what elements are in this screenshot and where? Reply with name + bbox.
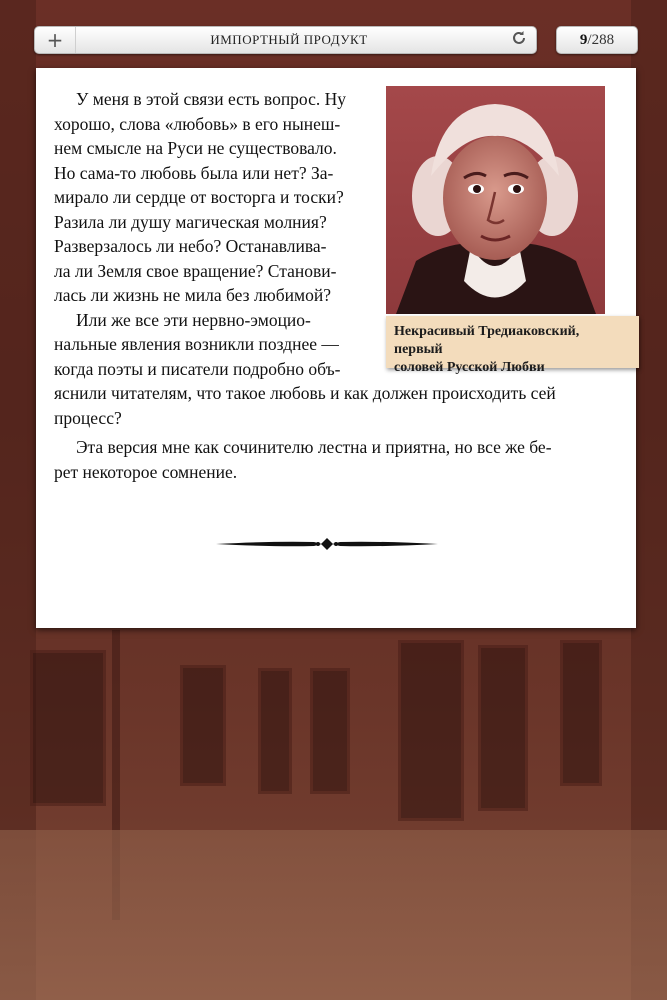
text-line: Разверзалось ли небо? Останавлива- — [54, 236, 327, 256]
add-bookmark-button[interactable]: + — [35, 27, 76, 53]
building-window — [258, 668, 292, 794]
text-line: Или же все эти нервно-эмоцио- — [76, 309, 311, 330]
text-line: процесс? — [54, 407, 122, 428]
text-line: лась ли жизнь не мила без любимой? — [54, 285, 331, 305]
text-line: когда поэты и писатели подробно объ- — [54, 358, 341, 379]
portrait-image — [386, 86, 605, 314]
building-window — [180, 665, 226, 786]
total-pages: /288 — [587, 31, 615, 48]
building-doorway — [398, 640, 464, 821]
caption-line: Некрасивый Тредиаковский, первый — [394, 324, 580, 357]
refresh-icon-glyph — [511, 30, 527, 46]
text-line: У меня в этой связи есть вопрос. Ну — [76, 89, 347, 109]
building-window — [478, 645, 528, 811]
text-line: Эта версия мне как сочинителю лестна и приятна, но все же бе- — [76, 437, 552, 457]
text-line: ла ли Земля свое вращение? Станови- — [54, 260, 337, 281]
caption-line: соловей Русской Любви — [394, 360, 545, 375]
portrait-caption — [386, 316, 639, 375]
page-counter[interactable] — [556, 26, 638, 54]
paragraph-1 — [54, 87, 366, 308]
book-title: ИМПОРТНЫЙ ПРОДУКТ — [210, 32, 368, 47]
ornament-divider — [214, 536, 440, 552]
building-window — [310, 668, 350, 794]
reader-toolbar — [34, 26, 537, 54]
text-line: рет некоторое сомнение. — [54, 461, 238, 482]
text-line: хорошо, слова «любовь» в его нынеш- — [54, 113, 341, 134]
building-window — [560, 640, 602, 786]
paragraph-3 — [54, 435, 610, 484]
current-page: 9 — [579, 31, 588, 48]
text-line: Но сама-то любовь была или нет? За- — [54, 162, 334, 183]
text-line: нем смысле на Руси не существовало. — [54, 138, 337, 158]
street-road — [0, 830, 667, 1000]
refresh-icon[interactable] — [502, 30, 536, 51]
text-line: яснили читателям, что такое любовь и как должен происходить сей — [54, 383, 556, 403]
text-line: нальные явления возникли позднее — — [54, 334, 339, 354]
building-window — [30, 650, 106, 806]
text-line: мирало ли сердце от восторга и тоски? — [54, 187, 344, 207]
text-line: Разила ли душу магическая молния? — [54, 211, 327, 232]
